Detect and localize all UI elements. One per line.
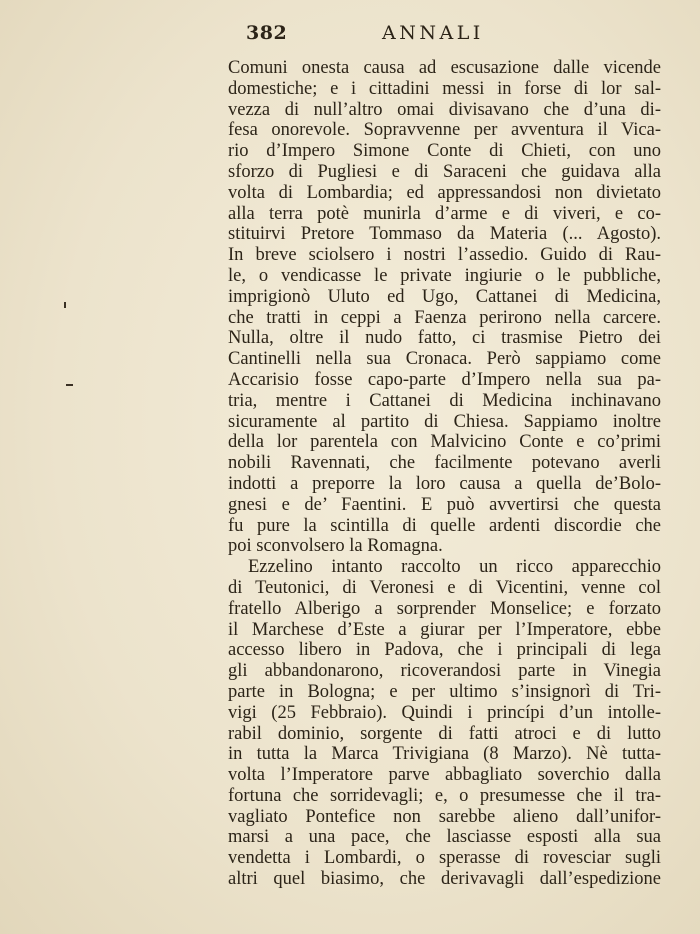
text-line: vendetta i Lombardi, o sperasse di rovesciar sugli bbox=[228, 848, 661, 869]
text-line: rio d’Impero Simone Conte di Chieti, con uno bbox=[228, 141, 661, 162]
margin-mark bbox=[64, 302, 66, 308]
margin-mark bbox=[66, 384, 73, 386]
running-title: ANNALI bbox=[382, 22, 484, 44]
text-line: Nulla, oltre il nudo fatto, ci trasmise Pietro dei bbox=[228, 328, 661, 349]
text-line: parte in Bologna; e per ultimo s’insignorì di Tri- bbox=[228, 681, 661, 702]
text-line: sforzo di Pugliesi e di Saraceni che guidava alla bbox=[228, 161, 661, 182]
text-line: vigi (25 Febbraio). Quindi i princípi d’un intolle- bbox=[228, 702, 661, 723]
text-line: gli abbandonarono, ricoverandosi parte in Vinegia bbox=[228, 661, 661, 682]
text-line: fratello Alberigo a sorprender Monselice; e forzato bbox=[228, 598, 661, 619]
text-line: Cantinelli nella sua Cronaca. Però sappiamo come bbox=[228, 349, 661, 370]
text-line: in tutta la Marca Trivigiana (8 Marzo). Nè tutta- bbox=[228, 744, 661, 765]
text-line: Comuni onesta causa ad escusazione dalle vicende bbox=[228, 58, 661, 78]
text-line: Ezzelino intanto raccolto un ricco apparecchio bbox=[248, 557, 661, 578]
text-line: nobili Ravennati, che facilmente potevano averli bbox=[228, 453, 661, 474]
text-line: Accarisio fosse capo-parte d’Impero nella sua pa- bbox=[228, 369, 661, 390]
text-line: indotti a preporre la loro causa a quella de’Bolo- bbox=[228, 473, 661, 494]
page-number: 382 bbox=[246, 22, 288, 44]
text-line: vagliato Pontefice non sarebbe alieno dall’unifor- bbox=[228, 806, 661, 827]
text-line: sicuramente al partito di Chiesa. Sappiamo inoltre bbox=[228, 411, 661, 432]
text-line: accesso libero in Padova, che i principali di lega bbox=[228, 640, 661, 661]
text-line: volta l’Imperatore parve abbagliato soverchio dalla bbox=[228, 765, 661, 786]
text-line: stituirvi Pretore Tommaso da Materia (... Agosto). bbox=[228, 224, 661, 245]
text-line: rabil dominio, sorgente di fatti atroci e di lutto bbox=[228, 723, 661, 744]
text-line: le, o vendicasse le private ingiurie o le pubbliche, bbox=[228, 265, 661, 286]
text-line: della lor parentela con Malvicino Conte e co’primi bbox=[228, 432, 661, 453]
text-line: domestiche; e i cittadini messi in forse di lor sal- bbox=[228, 78, 661, 99]
text-line: tria, mentre i Cattanei di Medicina inchinavano bbox=[228, 390, 661, 411]
text-line: In breve sciolsero i nostri l’assedio. Guido di Rau- bbox=[228, 245, 661, 266]
text-line: poi sconvolsero la Romagna. bbox=[228, 536, 443, 557]
text-line: fu pure la scintilla di quelle ardenti discordie che bbox=[228, 515, 661, 536]
text-line: il Marchese d’Este a giurar per l’Imperatore, ebbe bbox=[228, 619, 661, 640]
page-header bbox=[0, 22, 700, 48]
text-line: altri quel biasimo, che derivavagli dall’espedizione bbox=[228, 869, 661, 890]
body-text bbox=[228, 58, 661, 890]
text-line: imprigionò Uluto ed Ugo, Cattanei di Medicina, bbox=[228, 286, 661, 307]
text-line: di Teutonici, di Veronesi e di Vicentini, venne col bbox=[228, 577, 661, 598]
text-line: fesa onorevole. Sopravvenne per avventura il Vica- bbox=[228, 120, 661, 141]
text-line: fortuna che sorridevagli; e, o presumesse che il tra- bbox=[228, 785, 661, 806]
text-line: gnesi e de’ Faentini. E può avvertirsi che questa bbox=[228, 494, 661, 515]
text-line: alla terra potè munirla d’arme e di viveri, e co- bbox=[228, 203, 661, 224]
text-line: che tratti in ceppi a Faenza perirono nella carcere. bbox=[228, 307, 661, 328]
text-line: marsi a una pace, che lasciasse esposti alla sua bbox=[228, 827, 661, 848]
text-line: vezza di null’altro omai divisavano che d’una di- bbox=[228, 99, 661, 120]
text-line: volta di Lombardia; ed appressandosi non divietato bbox=[228, 182, 661, 203]
